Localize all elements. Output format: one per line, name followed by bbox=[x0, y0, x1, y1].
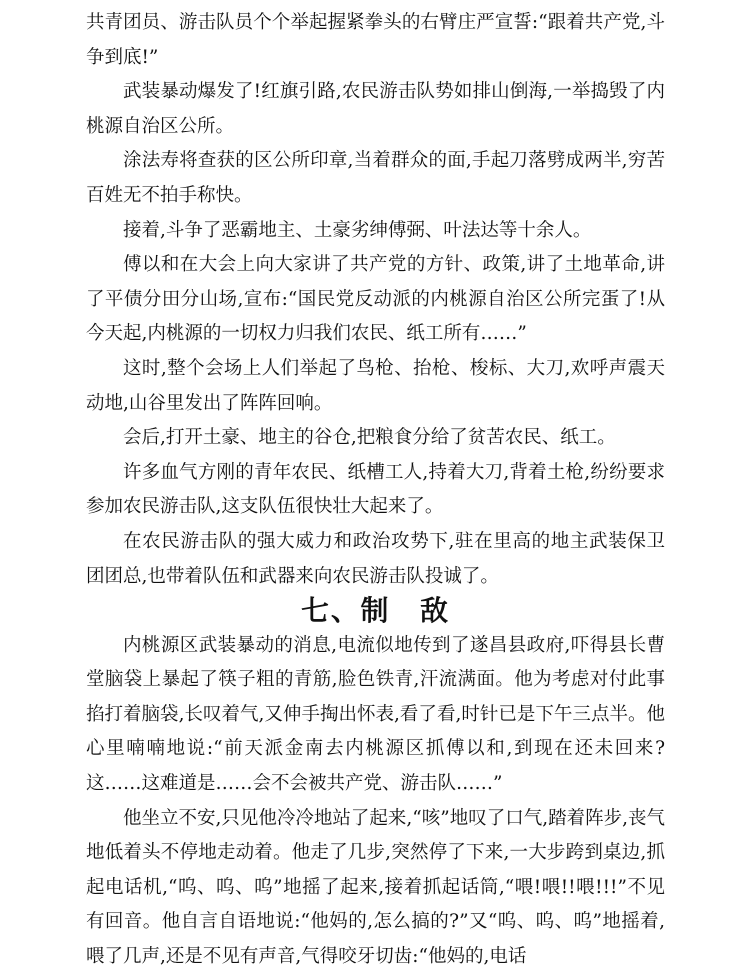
paragraph: 共青团员、游击队员个个举起握紧拳头的右臂庄严宣誓:“跟着共产党,斗争到底!” bbox=[86, 12, 665, 68]
paragraph: 会后,打开土豪、地主的谷仓,把粮食分给了贫苦农民、纸工。 bbox=[123, 427, 616, 449]
paragraph: 他坐立不安,只见他冷冷地站了起来,“咳”地叹了口气,踏着阵步,丧气地低着头不停地走动着。他走了几步,突然停了下来,一大步跨到桌边,抓起电话机,“呜、呜、呜”地摇了起来,接着抓起话筒,“喂!喂!!喂!!!”不见有回音。他自言自语地说:“他妈的,怎么搞的?”又“呜、呜、呜”地摇着,喂了几声,还是不见有声音,气得咬牙切齿:“他妈的,电话 bbox=[86, 807, 665, 968]
paragraph: 傅以和在大会上向大家讲了共产党的方针、政策,讲了土地革命,讲了平债分田分山场,宣布:“国民党反动派的内桃源自治区公所完蛋了!从今天起,内桃源的一切权力归我们农民、纸工所有……” bbox=[86, 254, 665, 345]
text-after-heading bbox=[86, 629, 665, 975]
paragraph: 接着,斗争了恶霸地主、土豪劣绅傅弼、叶法达等十余人。 bbox=[123, 219, 592, 241]
paragraph: 在农民游击队的强大威力和政治攻势下,驻在里高的地主武装保卫团团总,也带着队伍和武器来向农民游击队投诚了。 bbox=[86, 530, 665, 587]
paragraph: 许多血气方刚的青年农民、纸槽工人,持着大刀,背着土枪,纷纷要求参加农民游击队,这支队伍很快壮大起来了。 bbox=[86, 461, 665, 518]
section-heading: 七、制 敌 bbox=[301, 594, 450, 628]
text-before-heading bbox=[86, 6, 665, 594]
paragraph: 涂法寿将查获的区公所印章,当着群众的面,手起刀落劈成两半,穷苦百姓无不拍手称快。 bbox=[86, 150, 665, 206]
paragraph: 内桃源区武装暴动的消息,电流似地传到了遂昌县政府,吓得县长曹堂脑袋上暴起了筷子粗的青筋,脸色铁青,汗流满面。他为考虑对付此事掐打着脑袋,长叹着气,又伸手掏出怀表,看了看,时针已是下午三点半。他心里喃喃地说:“前天派金南去内桃源区抓傅以和,到现在还未回来?这……这难道是……会不会被共产党、游击队……” bbox=[86, 634, 665, 795]
paragraph: 这时,整个会场上人们举起了鸟枪、抬枪、梭标、大刀,欢呼声震天动地,山谷里发出了阵阵回响。 bbox=[86, 357, 665, 414]
paragraph: 武装暴动爆发了!红旗引路,农民游击队势如排山倒海,一举捣毁了内桃源自治区公所。 bbox=[86, 81, 665, 137]
